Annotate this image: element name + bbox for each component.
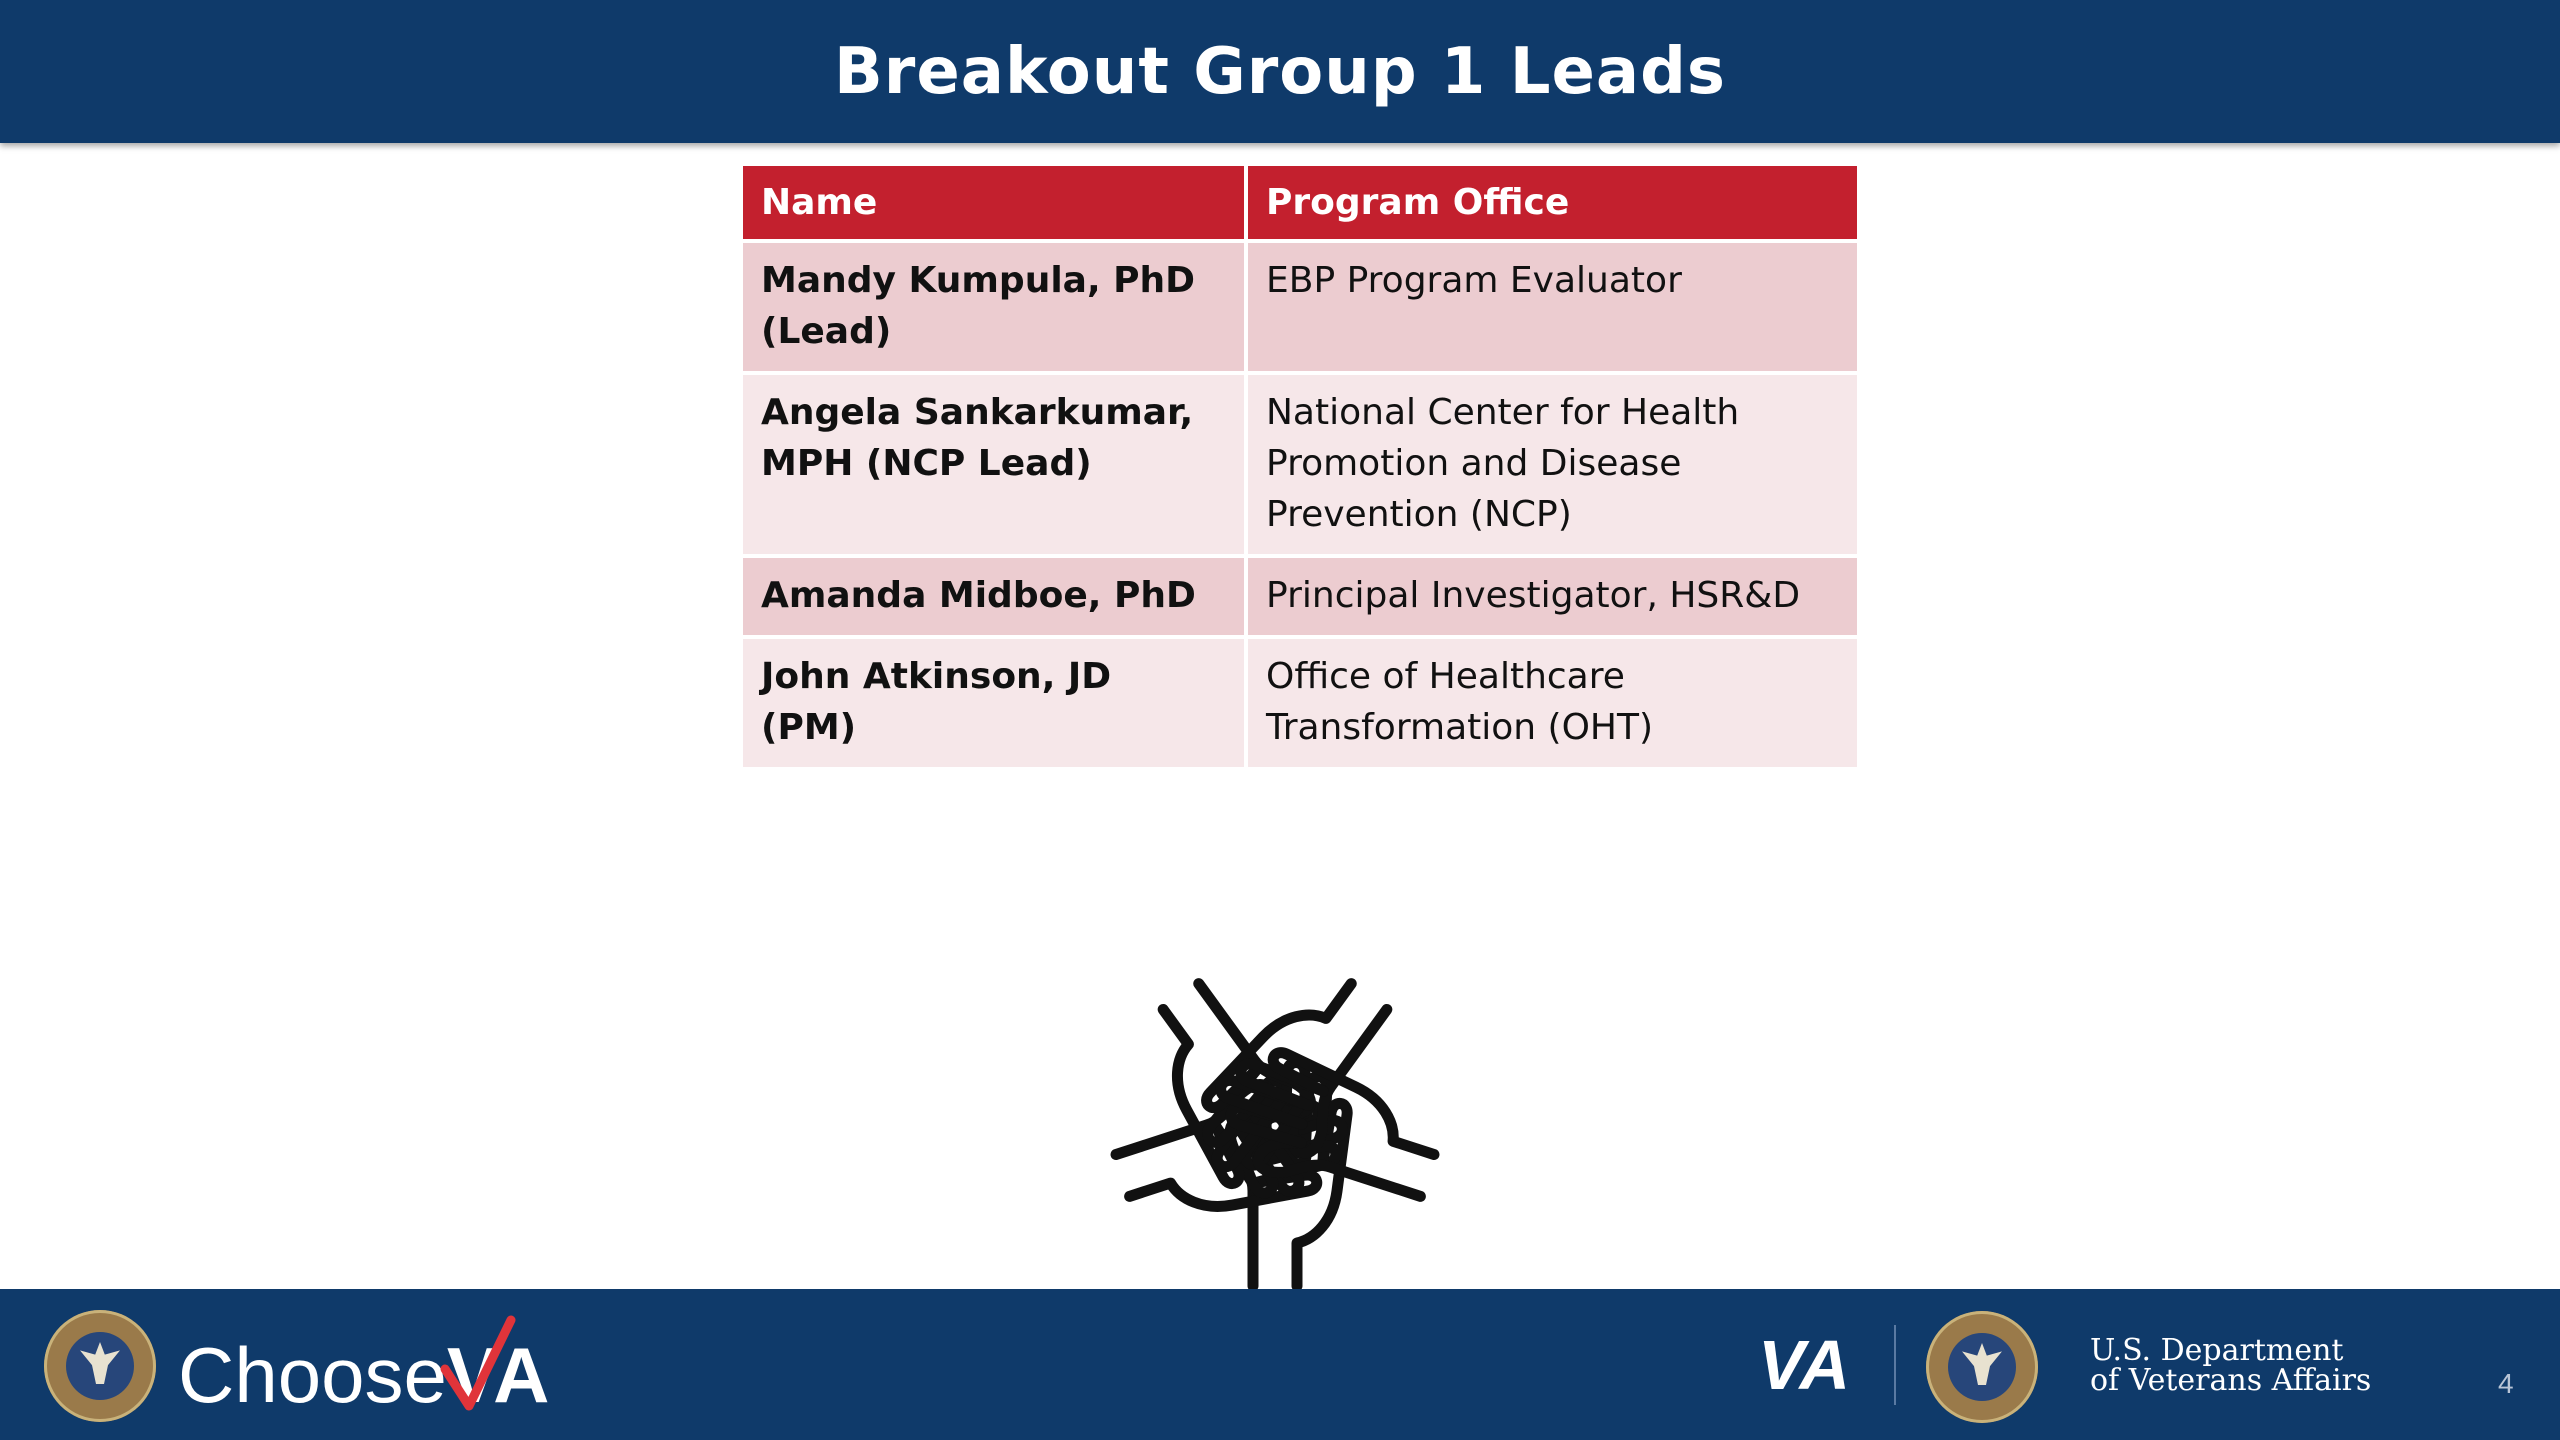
- table-row: [743, 239, 1857, 371]
- column-header-name: Name: [743, 166, 1248, 239]
- name-line: Angela Sankarkumar,: [761, 392, 1194, 433]
- office-cell: [1248, 554, 1857, 635]
- office-cell: [1248, 635, 1857, 767]
- slide-title: Breakout Group 1 Leads: [834, 34, 1726, 109]
- name-line: (Lead): [761, 311, 892, 352]
- office-cell: [1248, 239, 1857, 371]
- title-bar: [0, 0, 2560, 143]
- choose-va-logo-suffix-text: VA: [446, 1331, 550, 1419]
- table-row: [743, 554, 1857, 635]
- name-line: Amanda Midboe, PhD: [761, 575, 1196, 616]
- office-line: Promotion and Disease: [1266, 443, 1682, 484]
- office-line: Office of Healthcare: [1266, 656, 1625, 697]
- office-cell: [1248, 371, 1857, 554]
- office-line: EBP Program Evaluator: [1266, 260, 1682, 301]
- name-line: Mandy Kumpula, PhD: [761, 260, 1196, 301]
- name-cell: [743, 554, 1248, 635]
- table-header-row: [743, 166, 1857, 239]
- name-line: (PM): [761, 707, 857, 748]
- table-row: [743, 371, 1857, 554]
- name-cell: [743, 239, 1248, 371]
- department-name: [2090, 1333, 2372, 1398]
- choose-va-logo-prefix: Choose: [178, 1331, 447, 1419]
- department-seal-icon: [1926, 1311, 2038, 1423]
- va-wordmark: VA: [1758, 1326, 1851, 1404]
- office-line: Prevention (NCP): [1266, 494, 1572, 535]
- eagle-icon: [80, 1342, 120, 1384]
- name-cell: [743, 635, 1248, 767]
- office-line: National Center for Health: [1266, 392, 1740, 433]
- va-seal-icon: [44, 1310, 156, 1422]
- name-line: MPH (NCP Lead): [761, 443, 1092, 484]
- choose-va-logo-suffix: [446, 1331, 550, 1419]
- footer-divider: [1894, 1325, 1896, 1405]
- department-name-line: U.S. Department: [2090, 1333, 2344, 1368]
- choose-va-logo: [178, 1318, 550, 1419]
- name-cell: [743, 371, 1248, 554]
- checkmark-icon: [439, 1314, 519, 1414]
- leads-table: [743, 166, 1857, 767]
- table-row: [743, 635, 1857, 767]
- name-line: John Atkinson, JD: [761, 656, 1112, 697]
- department-name-line: of Veterans Affairs: [2090, 1363, 2372, 1398]
- office-line: Principal Investigator, HSR&D: [1266, 575, 1801, 616]
- eagle-icon: [1962, 1343, 2002, 1385]
- slide-number: 4: [2498, 1368, 2514, 1399]
- hands-together-icon: [985, 826, 1565, 1292]
- office-line: Transformation (OHT): [1266, 707, 1654, 748]
- column-header-program-office: Program Office: [1248, 166, 1857, 239]
